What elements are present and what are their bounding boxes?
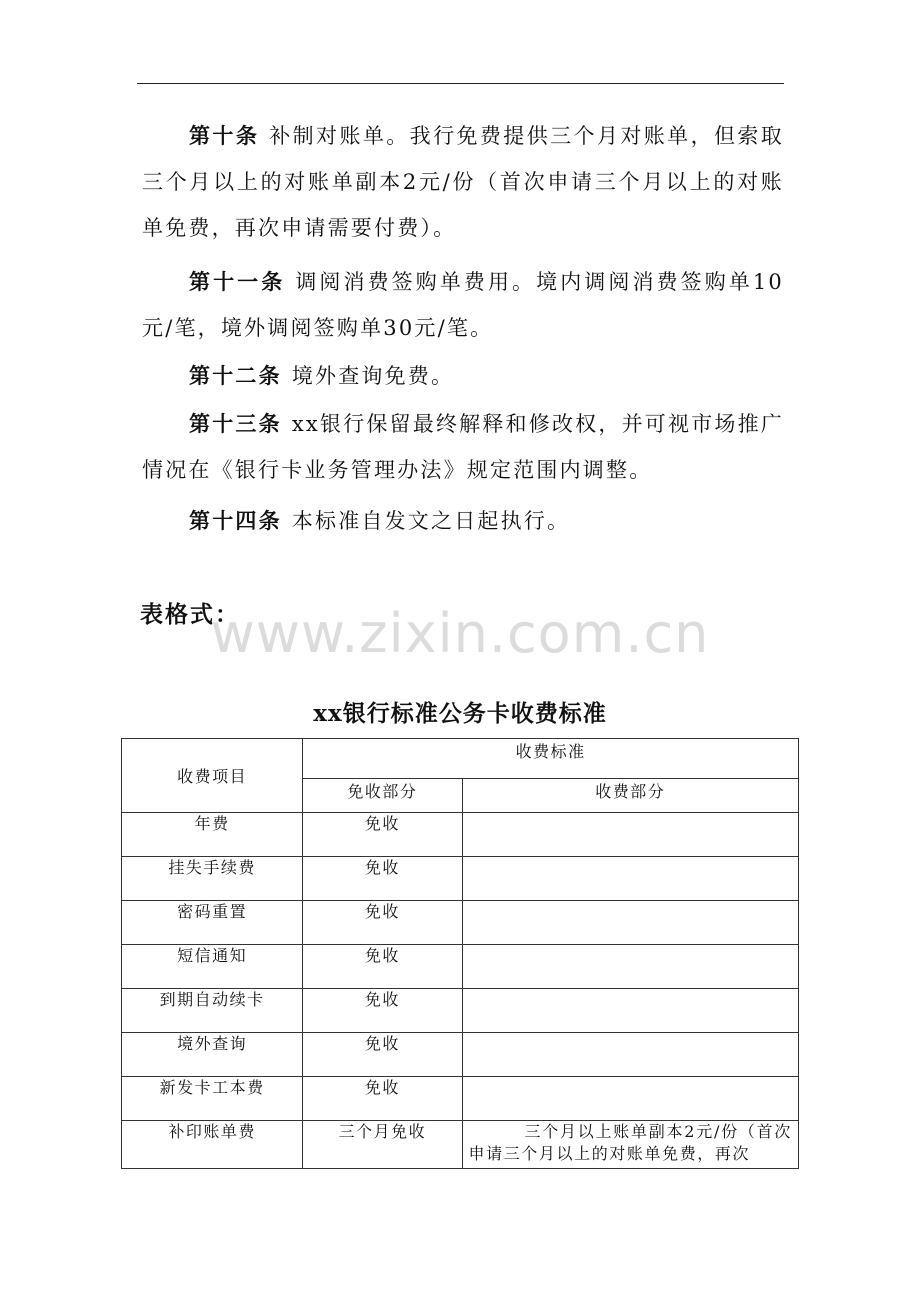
free-part: 免收 xyxy=(303,1077,462,1121)
article-text: 境外查询免费。 xyxy=(291,364,455,388)
charge-part xyxy=(462,813,799,857)
article-text: 调阅消费签购单费用。境内调阅消费签购单10元/笔，境外调阅签购单30元/笔。 xyxy=(142,270,784,340)
article-text: 本标准自发文之日起执行。 xyxy=(291,509,571,533)
header-charge: 收费部分 xyxy=(462,779,799,813)
fee-item: 境外查询 xyxy=(122,1033,303,1077)
free-part: 三个月免收 xyxy=(303,1121,462,1169)
fee-item: 短信通知 xyxy=(122,945,303,989)
free-part: 免收 xyxy=(303,1033,462,1077)
charge-part xyxy=(462,1033,799,1077)
table-row xyxy=(122,1121,799,1169)
article-10 xyxy=(142,113,784,251)
article-text: xx银行保留最终解释和修改权，并可视市场推广情况在《银行卡业务管理办法》规定范围内调整。 xyxy=(142,412,784,482)
fee-table xyxy=(121,738,799,1169)
free-part: 免收 xyxy=(303,813,462,857)
free-part: 免收 xyxy=(303,989,462,1033)
header-rule xyxy=(137,83,784,84)
charge-part xyxy=(462,945,799,989)
charge-part xyxy=(462,901,799,945)
table-row xyxy=(122,813,799,857)
fee-item: 到期自动续卡 xyxy=(122,989,303,1033)
table-row xyxy=(122,1033,799,1077)
table-title: xx银行标准公务卡收费标准 xyxy=(313,700,607,727)
header-free: 免收部分 xyxy=(303,779,462,813)
article-heading: 第十二条 xyxy=(189,363,282,388)
article-heading: 第十一条 xyxy=(189,269,286,294)
article-12 xyxy=(142,353,784,399)
table-header-row xyxy=(122,739,799,779)
section-heading: 表格式： xyxy=(140,601,240,628)
article-heading: 第十三条 xyxy=(189,411,282,436)
table-row xyxy=(122,857,799,901)
fee-item: 年费 xyxy=(122,813,303,857)
header-item: 收费项目 xyxy=(122,739,303,813)
article-13 xyxy=(142,401,784,493)
header-standard: 收费标准 xyxy=(303,739,799,779)
article-heading: 第十四条 xyxy=(189,508,282,533)
fee-item: 补印账单费 xyxy=(122,1121,303,1169)
article-text: 补制对账单。我行免费提供三个月对账单，但索取三个月以上的对账单副本2元/份（首次申请三个月以上的对账单免费，再次申请需要付费）。 xyxy=(142,124,784,240)
free-part: 免收 xyxy=(303,901,462,945)
charge-part xyxy=(462,857,799,901)
article-11 xyxy=(142,259,784,351)
charge-part: 三个月以上账单副本2元/份（首次申请三个月以上的对账单免费，再次 xyxy=(462,1121,799,1169)
table-row xyxy=(122,901,799,945)
table-row xyxy=(122,945,799,989)
fee-item: 新发卡工本费 xyxy=(122,1077,303,1121)
article-14 xyxy=(142,498,784,544)
article-heading: 第十条 xyxy=(189,123,260,148)
charge-part xyxy=(462,989,799,1033)
free-part: 免收 xyxy=(303,857,462,901)
fee-item: 密码重置 xyxy=(122,901,303,945)
fee-item: 挂失手续费 xyxy=(122,857,303,901)
free-part: 免收 xyxy=(303,945,462,989)
charge-part xyxy=(462,1077,799,1121)
table-row xyxy=(122,989,799,1033)
table-row xyxy=(122,1077,799,1121)
watermark: www.zixin.com.cn xyxy=(210,602,710,665)
